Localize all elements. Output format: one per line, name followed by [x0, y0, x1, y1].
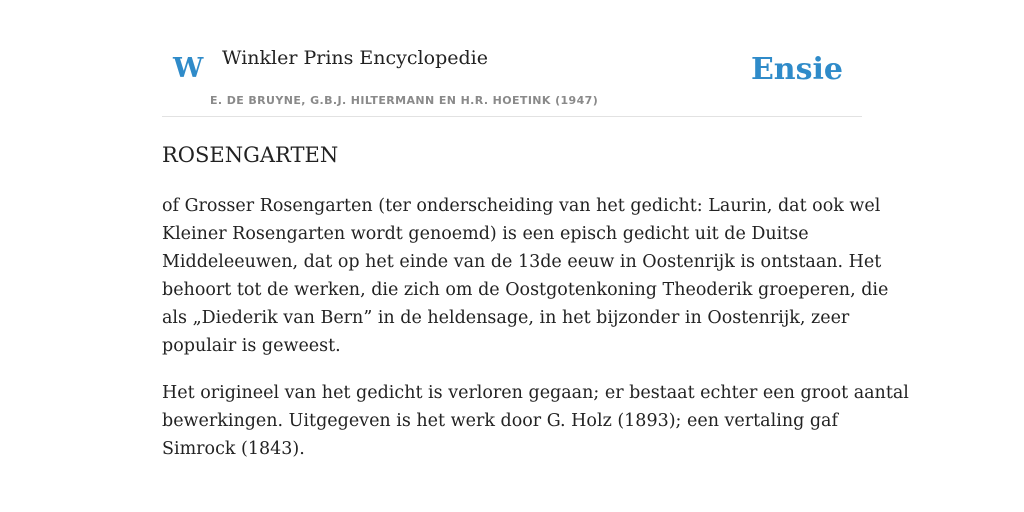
- entry-title: ROSENGARTEN: [162, 143, 339, 167]
- paragraph-line: als „Diederik van Bern” in de heldensage, in het bijzonder in Oostenrijk, zeer: [162, 308, 850, 328]
- paragraph-line: Simrock (1843).: [162, 439, 305, 459]
- paragraph-line: behoort tot de werken, die zich om de Oostgotenkoning Theoderik groeperen, die: [162, 280, 889, 300]
- paragraph-line: Kleiner Rosengarten wordt genoemd) is een episch gedicht uit de Duitse: [162, 224, 809, 244]
- paragraph-line: populair is geweest.: [162, 336, 341, 356]
- ensie-logo[interactable]: Ensie: [750, 52, 843, 87]
- paragraph-line: Middeleeuwen, dat op het einde van de 13de eeuw in Oostenrijk is ontstaan. Het: [162, 252, 882, 272]
- paragraph-line: Het origineel van het gedicht is verloren gegaan; er bestaat echter een groot aantal: [162, 383, 909, 403]
- source-title[interactable]: Winkler Prins Encyclopedie: [222, 47, 488, 69]
- winkler-prins-logo[interactable]: W: [173, 53, 204, 84]
- entry-paragraph: [162, 192, 889, 360]
- source-authors: E. DE BRUYNE, G.B.J. HILTERMANN EN H.R. HOETINK (1947): [210, 94, 599, 107]
- paragraph-line: bewerkingen. Uitgegeven is het werk door G. Holz (1893); een vertaling gaf: [162, 411, 838, 431]
- header: [162, 0, 862, 117]
- paragraph-line: of Grosser Rosengarten (ter onderscheiding van het gedicht: Laurin, dat ook wel: [162, 196, 881, 216]
- entry-paragraph: [162, 379, 909, 463]
